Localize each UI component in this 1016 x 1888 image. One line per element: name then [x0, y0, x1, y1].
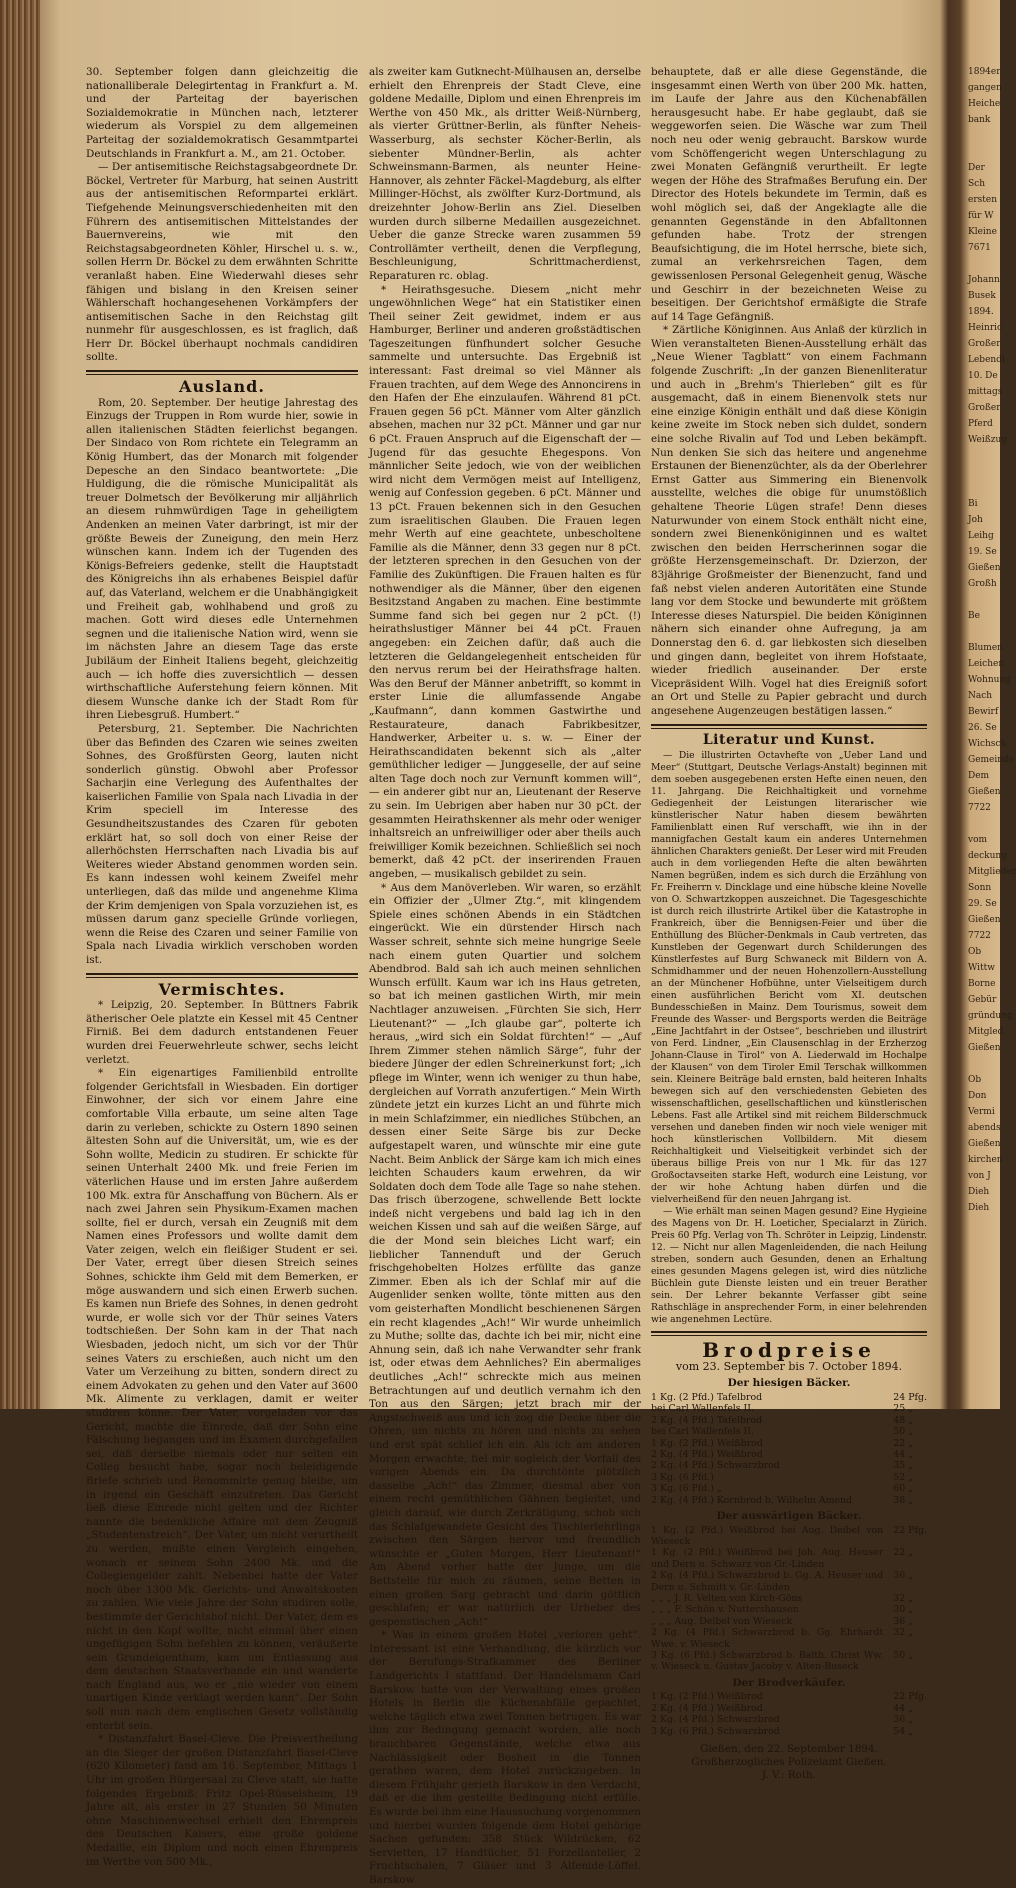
price-row — [651, 1547, 927, 1570]
book-spine — [0, 0, 40, 1409]
price-unit: „ — [908, 1426, 914, 1438]
price-unit: „ — [908, 1547, 914, 1559]
facing-page-fragment: Sonn — [968, 883, 992, 893]
article-paragraph: * Ein eigenartiges Familienbild entrollte folgender Gerichtsfall in Wiesbaden. Ein dortiger Einwohner, der sich vor einem Jahre eine comfortable Villa erbaute, um seine alten Tage darin zu verleben, schickte zu Ostern 1890 seinen ältesten Sohn auf die Universität, um, wie es der Sohn wollte, Medicin zu studiren. Er schickte für seinen Unterhalt 2400 Mk. und freie Ferien im väterlichen Hause und im ersten Jahre außerdem 100 Mk. extra für Anschaffung von Büchern. Als er nach zwei Jahren sein Physikum-Examen machen sollte, fiel er durch, versah ein Zeugniß mit dem Namen eines Professors und wollte damit dem Vater zeigen, welch ein fleißiger Student er sei. Der Vater, erregt über diesen Streich seines Sohnes, schickte ihm Geld mit dem Bemerken, er möge auswandern und sich einen Erwerb suchen. Es kamen nun Briefe des Sohnes, in denen gedroht wurde, er wolle sich vor der Thür seines Vaters todtschießen. Der Sohn kam in der That nach Wiesbaden, jedoch nicht, um sich vor der Thür seines Vaters zu erschießen, auch nicht um den Vater um Verzeihung zu bitten, sondern direct zu einem Advokaten zu gehen und den Vater auf 3600 Mk. Alimente zu verklagen, damit er weiter studiren könne. Der Vater, vorgeladen vor das Gericht, machte die Einrede, daß der Sohn eine Fälschung begangen und im Examen durchgefallen sei, daß derselbe niemals oder nur selten ein Colleg besucht habe, sogar noch beleidigende Briefe schrieb und Renommirte genug bleibe, um in irgend ein Geschäft einzutreten. Das Gericht ließ diese Einrede nicht gelten und der Richter nannte die bedenkliche Affaire mit dem Zeugniß „Studentenstreich“. Der Vater, um nicht verurtheilt zu werden, mußte einen Vergleich eingehen, wonach er seinem Sohn 2400 Mk. und die Collegiengelder zahlt. Nebenbei hatte der Vater noch über 1300 Mk. Gerichts- und Anwaltskosten zu zahlen. Wie viele Jahre der Sohn studiren solle, bestimmte der Gerichtshof nicht. Der Vater, dem es nicht in den Kopf wollte, nicht einmal über einen ungefügigen Sohn befehlen zu können, veräußerte sein Grundeigenthum, kam um Entlassung aus dem deutschen Staatsverbande ein und wanderte nach England aus, wo er „nie wieder von einem unartigen Kinde verklagt werden kann“. Der Sohn soll nun nach dem englischen Gesetz vollständig enterbt sein. — [86, 1067, 358, 1732]
article-paragraph: — Die illustrirten Octavhefte von „Ueber Land und Meer“ (Stuttgart, Deutsche Verlags-Anstalt) beginnen mit dem soeben ausgegebenen ersten Hefte einen neuen, den 11. Jahrgang. Die Reichhaltigkeit und vornehme Gediegenheit der Leistungen literarischer wie künstlerischer Natur haben diesem bewährten Familienblatt einen Ruf verschafft, wie ihn in der mannigfachen Gestalt kaum ein anderes Unternehmen ähnlichen Charakters genießt. Der Leser wird mit Freuden auch in dem vorliegenden Hefte die alten bewährten Namen begrüßen, indem es sich durch die Erzählung von Fr. Freiherrn v. Dincklage und eine hübsche kleine Novelle von O. Schwartzkoppen auszeichnet. Die Tagesgeschichte ist durch reich illustrirte Artikel über die Katastrophe in Frankreich, über die Bennigsen-Feier und über die Enthüllung des Blücher-Denkmals in Caub vertreten, das Kunstleben der Gegenwart durch Schilderungen des Künstlerfestes auf Burg Schwaneck mit Bildern von A. Schmidhammer und der neuen Hohenzollern-Ausstellung an der Münchener Hofbühne, unter Vielseitigem durch einen ausführlichen Bericht vom XI. deutschen Bundesschießen in Mainz. Dem Tourismus, soweit dem Freunde des Wasser- und Bergsports werden die Beiträge „Eine Jachtfahrt in der Ostsee“, beschrieben und illustrirt von Ferd. Lindner, „Ein Clausenschlag in der Erzherzog Johann-Clause in Tirol“ von A. Liederwald im Hochalpe der Klausen“ von dem Tiroler Emil Terschak willkommen sein. Kleinere Beiträge bald ernsten, bald heiteren Inhalts bewegen sich auf den verschiedensten Gebieten des wissenschaftlichen, gesellschaftlichen und künstlerischen Lebens. Fast alle Artikel sind mit reichem Bilderschmuck versehen und daneben finden wir noch viele weniger mit hoch künstlerischen Vollbildern. Mit diesem Reichhaltigkeit und Vielseitigkeit verbindet sich der überaus billige Preis von nur 1 Mk. für das 127 Großoctavseiten starke Heft, wodurch eine Leistung, vor der wir hohe Achtung haben dürfen und die vielverheißend für den neuen Jahrgang ist. — [651, 750, 927, 1206]
price-item: 1 Kg. (2 Pfd.) Weißbrod — [651, 1437, 763, 1449]
price-row — [651, 1593, 927, 1604]
price-row — [651, 1691, 927, 1702]
price-price: 36 — [893, 1570, 906, 1582]
price-item: 2 Kg. (4 Pfd.) Kornbrod b. Wilhelm Amend — [651, 1494, 853, 1506]
column-3 — [651, 66, 927, 1782]
facing-page-fragment: Wichsch — [968, 739, 1007, 749]
price-item: 3 Kg. (6 Pfd.) Schwarzbrod — [651, 1725, 780, 1737]
price-unit: „ — [908, 1494, 914, 1506]
article-paragraph: 30. September folgen dann gleichzeitig die nationalliberale Delegirtentag in Frankfurt a. M. und der Parteitag der bayerischen Sozialdemokratie in München nach, letzterer wiederum als Vorspiel zu dem allgemeinen Parteitag der sozialdemokratisch Gesammtpartei Deutschlands in Frankfurt a. M., am 21. October. — [86, 66, 358, 160]
facing-page-fragment: 19. Se — [968, 547, 997, 557]
article-paragraph: * Leipzig, 20. September. In Büttners Fabrik ätherischer Oele platzte ein Kessel mit 45 Centner Firniß. Bei dem dadurch entstandenen Feuer wurden drei Feuerwehrleute schwer, sechs leicht verletzt. — [86, 999, 358, 1066]
facing-page-fragment — [968, 450, 1000, 462]
facing-page-fragment: Busek — [968, 291, 996, 301]
signature-name: J. V.: Roth. — [761, 1769, 816, 1782]
facing-page-fragment: abends — [968, 1123, 1001, 1133]
article-paragraph: — Der antisemitische Reichstagsabgeordnete Dr. Böckel, Vertreter für Marburg, hat seinen Austritt aus der antisemitischen Reformpartei erklärt. Tiefgehende Meinungsverschiedenheiten mit den Führern des antisemitischen Mittelstandes der Bauernvereins, wie mit den Reichstagsabgeordneten Köhler, Hirschel u. s. w., sollen Herrn Dr. Böckel zu dem erwähnten Schritte veranlaßt haben. Eine Wiederwahl dieses sehr fähigen und bislang in den Kreisen seiner Wählerschaft hochangesehenen Vorkämpfers der antisemitischen Sache in den Reichstag gilt nunmehr für ausgeschlossen, es ist fraglich, daß Herr Dr. Böckel überhaupt nochmals candidiren sollte. — [86, 161, 358, 364]
facing-page-fragment: Sch — [968, 179, 986, 189]
price-unit: „ — [908, 1714, 914, 1726]
price-price: 50 — [893, 1426, 906, 1438]
facing-page-fragment: Gießen — [968, 1139, 1001, 1149]
price-row — [651, 1438, 927, 1449]
price-price: 44 — [893, 1702, 906, 1714]
facing-page-fragment — [968, 146, 1000, 158]
price-item: 3 Kg. (6 Pfd.) — [651, 1471, 714, 1483]
price-unit: Pfg. — [908, 1691, 927, 1703]
price-row — [651, 1460, 927, 1471]
price-unit: „ — [908, 1615, 914, 1627]
facing-page-fragment: Joh — [968, 515, 983, 525]
price-unit: „ — [908, 1725, 914, 1737]
price-item: 1 Kg. (2 Pfd.) Weißbrod bei Aug. Deibel von Wieseck — [651, 1524, 884, 1547]
facing-page-fragment: Der — [968, 163, 985, 173]
sellers-heading: Der Brodverkäufer. — [732, 1676, 846, 1689]
price-row — [651, 1714, 927, 1725]
price-unit: „ — [908, 1471, 914, 1483]
article-paragraph: als zweiter kam Gutknecht-Mülhausen an, derselbe erhielt den Ehrenpreis der Stadt Cleve, eine goldene Medaille, Diplom und einen Ehrenpreis im Werthe von 450 Mk., als dritter Weiß-Nürnberg, als vierter Grüttner-Berlin, als fünfter Neheis-Wasserburg, als sechster Köcher-Berlin, als siebenter Mündner-Berlin, als achter Schweinsmann-Barmen, als neunter Heine-Hannover, als zehnter Fäckel-Magdeburg, als elfter Millinger-Höchst, als zwölfter Kurz-Dortmund, als dreizehnter Johow-Berlin ans Ziel. Dieselben wurden durch silberne Medaillen ausgezeichnet. Ueber die ganze Strecke waren zusammen 59 Controllämter vertheilt, denen die Verpflegung, Beschleunigung, Schrittmacherdienst, Reparaturen rc. oblag. — [369, 66, 641, 282]
price-unit: „ — [908, 1570, 914, 1582]
price-row — [651, 1403, 927, 1414]
article-paragraph: * Was in einem großen Hotel „verloren geht“. Interessant ist eine Verhandlung, die kürzlich vor der Berufungs-Strafkammer des Berliner Landgerichts I stattfand. Der Handelsmann Carl Barskow hatte von der Verwaltung eines großen Hotels in Berlin die Küchenabfälle gepachtet, welche täglich etwa zwei Tonnen betrugen. Es war ihm zur Bedingung gemacht worden, alle noch brauchbaren Gegenstände, welche etwa aus Nachlässigkeit oder Bosheit in die Tonnen gerathen waren, dem Hotel zurückzugeben. In diesem Frühjahr gerieth Barskow in den Verdacht, daß er die ihm gestellte Bedingung nicht erfülle. Es wurde bei ihm eine Haussuchung vorgenommen und hierbei wurden folgende dem Hotel gehörige Sachen gefunden: 358 Stück Wildrücken, 62 Servietten, 17 Handtücher, 51 Porzellanteller, 2 Fruchtschalen, 7 Gläser und 3 Alfenide-Löffel. Barskow — [369, 1629, 641, 1886]
price-price: 22 — [893, 1691, 906, 1703]
price-row — [651, 1570, 927, 1593]
price-price: 52 — [893, 1471, 906, 1483]
facing-page-fragment: Vermi — [968, 1107, 995, 1117]
facing-page-fragment: Gießen — [968, 563, 1001, 573]
facing-page-fragment: Dieh — [968, 1203, 990, 1213]
price-price: 54 — [893, 1725, 906, 1737]
facing-page-fragment: 29. Se — [968, 899, 997, 909]
price-item: 2 Kg. (4 Pfd.) Weißbrod — [651, 1702, 763, 1714]
price-row — [651, 1703, 927, 1714]
facing-page-fragment: Dieh — [968, 1187, 990, 1197]
facing-page-fragment — [968, 482, 1000, 494]
price-price: 38 — [893, 1494, 906, 1506]
bakers-outside-heading: Der auswärtigen Bäcker. — [716, 1509, 862, 1522]
price-price: 22 — [893, 1547, 906, 1559]
article-paragraph: — Wie erhält man seinen Magen gesund? Eine Hygieine des Magens von Dr. H. Loeticher, Specialarzt in Zürich. Preis 60 Pfg. Verlag von Th. Schröter in Leipzig, Lindenstr. 12. — Nicht nur allen Magenleidenden, die nach Heilung streben, sondern auch Gesunden, denen an Erhaltung eines gesunden Magens gelegen ist, wird dies nützliche Büchlein gute Dienste leisten und ein treuer Berather sein. Der Lehrer bekannte Verfasser gibt seine Rathschläge in ansprechender Form, in einer belehrenden wie angenehmen Lectüre. — [651, 1206, 927, 1326]
bakers-local-heading: Der hiesigen Bäcker. — [727, 1377, 851, 1390]
facing-page-fragment — [968, 626, 1000, 638]
facing-page-fragment: Gebür — [968, 995, 997, 1005]
facing-page-fragment: 7722 — [968, 931, 991, 941]
price-item: bei Carl Wallenfels II. — [651, 1426, 754, 1438]
article-paragraph: behauptete, daß er alle diese Gegenstände, die insgesammt einen Werth von über 200 Mk. hatten, im Laufe der Jahre aus den Küchenabfällen herausgesucht habe. Er habe geglaubt, daß sie weggeworfen seien. Die Wäsche war zum Theil noch neu oder wenig gebraucht. Barskow wurde vom Schöffengericht wegen Unterschlagung zu zwei Monaten Gefängniß verurtheilt. Er legte wegen der Höhe des Strafmaßes Berufung ein. Der Director des Hotels bekundete im Termin, daß es wohl möglich sei, daß der Angeklagte alle die genannten Gegenstände in den Abfalltonnen gefunden habe. Trotz der strengen Beaufsichtigung, die im Hotel herrsche, biete sich, zumal an verkehrsreichen Tagen, dem gewissenlosen Personal Gelegenheit genug, Wäsche und Geschirr in der bezeichneten Weise zu beseitigen. Der Gerichtshof ermäßigte die Strafe auf 14 Tage Gefängniß. — [651, 66, 927, 323]
article-paragraph: * Aus dem Manöverleben. Wir waren, so erzählt ein Offizier der „Ulmer Ztg.“, mit klingendem Spiele eines schönen Abends in ein Städtchen eingerückt. Wie ein dürstender Hirsch nach Wasser schreit, sehnte sich meine hungrige Seele nach einem guten Quartier und solchem Abendbrod. Bald sah ich auch meinen sehnlichen Wunsch erfüllt. Kaum war ich ins Haus getreten, so bat ich meinen gastlichen Wirth, mir mein Nachtlager anzuweisen. „Fürchten Sie sich, Herr Lieutenant?“ — „Ich glaube gar“, polterte ich heraus, „wird sich ein Soldat fürchten!“ — „Auf Ihrem Zimmer stehen nämlich Särge“, fuhr der biedere Jünger der edlen Schreinerkunst fort; „ich pflege im Winter, wenn ich weniger zu thun habe, dergleichen auf Vorrath anzufertigen.“ Mein Wirth zündete jetzt ein kurzes Licht an und führte mich in mein Schlafzimmer, ein niedliches Stübchen, an dessen einer Seite Särge bis zur Decke aufgestapelt waren, und wünschte mir eine gute Nacht. Beim Anblick der Särge kam ich mich eines leichten Schauders kaum erwehren, da wir Soldaten doch dem Tode alle Tage so nahe stehen. Das frisch überzogene, schwellende Bett lockte indeß nicht vergebens und bald lag ich in den weichen Kissen und sah auf die weißen Särge, auf die der Mond sein bleiches Licht warf; ein lieblicher Tannenduft und der Geruch frischgehobelten Holzes erfüllte das ganze Zimmer. Eben als ich der Schlaf mir auf die Augenlider senken wollte, tönte mitten aus den vom geisterhaften Mondlicht beschienenen Särgen ein recht klagendes „Ach!“ Wir wurde unheimlich zu Muthe; sollte das, dachte ich bei mir, nicht eine Ahnung sein, daß ich nahe Verwandter sehr frank ist, oder etwas dem Aehnliches? Ein abermaliges deutliches „Ach!“ schreckte mich aus meinen Betrachtungen auf und deutlich vernahm ich den Ton aus den Särgen; jetzt brach mir der Angstschweiß aus und ich zog die Decke über die Ohren, um nichts zu hören und nichts zu sehen und erst spät schlief ich ein. Als ich am anderen Morgen erwachte, fiel mir sogleich der Vorfall des vorigen Abends ein. Da durchtönte plötzlich dasselbe „Ach!“ das Zimmer, diesmal aber von einem recht gemüthlichen Gähnen begleitet, und gleich darauf, wie durch Zerkrätigung, schob sich das Schlafgewandete Gesicht des Tischlerlehrlings zwischen den Särgen hervor und freundlich wünschte er „Guten Morgen, Herr Lieutenant!“ Am Abend vorher hatte der Junge, um die Bettstelle für mich zu räumen, seine Betten in einen großen Sarg gebracht und darin göttlich geschlafen; er war natürlich der Urheber des gespenstischen „Ach!“ — [369, 881, 641, 1628]
facing-page-fragment: 10. De — [968, 371, 998, 381]
article-paragraph: Petersburg, 21. September. Die Nachrichten über das Befinden des Czaren wie seines zweiten Sohnes, des Großfürsten Georg, lauten nicht sonderlich günstig. Obwohl aber Professor Sacharjin eine Verlegung des Aufenthaltes der kaiserlichen Familie von Spala nach Livadia in der Krim speciell im Interesse des Gesundheitszustandes des Czaren für geboten erklärt hat, so soll doch von einer Reise der allerhöchsten Herrschaften nach Livadia bis auf Weiteres wieder Abstand genommen worden sein. Es kann indessen wohl keinem Zweifel mehr unterliegen, daß das milde und angenehme Klima der Krim demjenigen von Spala vorzuziehen ist, es müssen darum ganz specielle Gründe vorliegen, wenn die Reise des Czaren und seiner Familie von Spala nach Livadia wirklich verschoben worden ist. — [86, 722, 358, 966]
section-rule — [86, 973, 358, 978]
article-paragraph: * Zärtliche Königinnen. Aus Anlaß der kürzlich in Wien veranstalteten Bienen-Ausstellung erhält das „Neue Wiener Tagblatt“ von einem Fachmann folgende Zuschrift: „In der ganzen Bienenliteratur und auch in „Brehm's Thierleben“ gilt es für ausgemacht, daß in einem Bienenvolk stets nur eine einzige Königin enthält und daß diese Königin keine zweite im Stock neben sich duldet, sondern eine solche Rivalin auf Tod und Leben bekämpft. Nun denken Sie sich das heitere und angenehme Erstaunen der Bienenzüchter, als da der Oberlehrer Ernst Gatter aus Simmering ein Bienenvolk ausstellte, welches die obige für unumstößlich gehaltene Theorie Lügen strafe! Denn dieses Naturwunder von einem Stock enthält nicht eine, sondern zwei Bienenköniginnen und es waltet zwischen den beiden Herrscherinnen sogar die größte Herzensgemeinschaft. Dr. Dzierzon, der 83jährige Großmeister der Bienenzucht, fand und faß nebst vielen anderen Autoritäten eine Stunde lang vor dem Stocke und bewunderte mit größtem Interesse dieses Naturspiel. Die beiden Königinnen nähern sich einander ohne Aufregung, ja am Donnerstag den 6. d. gar liebkosten sich dieselben und gingen dann, begleitet von ihrem Hofstaate, wieder friedlich auseinander. Der erste Vicepräsident Wilh. Vogel hat dies Ereigniß sofort an Ort und Stelle zu Papier gebracht und durch angesehene Augenzeugen bestätigen lassen.“ — [651, 324, 927, 717]
facing-page-fragment: Großh — [968, 579, 997, 589]
price-price: 48 — [893, 1414, 906, 1426]
facing-page-fragment: Weißzug — [968, 435, 1008, 445]
price-item: 1 Kg. (2 Pfd.) Weißbrod bei Joh. Aug. Heuser und Dern u. Schwarz von Gr.-Linden — [651, 1547, 884, 1570]
section-rule — [651, 724, 927, 729]
price-row — [651, 1650, 927, 1673]
facing-page-fragment — [968, 130, 1000, 142]
price-price: 36 — [893, 1714, 906, 1726]
facing-page-fragment: 1894. — [968, 307, 994, 317]
article-paragraph: * Heirathsgesuche. Diesem „nicht mehr ungewöhnlichen Wege“ hat ein Statistiker einen Theil seiner Zeit gewidmet, indem er aus Hamburger, Berliner und anderen großstädtischen Tageszeitungen fünfhundert solcher Gesuche sammelte und untersuchte. Das Ergebniß ist interessant: Fast dreimal so viel Männer als Frauen trachten, auf dem Wege des Annoncirens in den Hafen der Ehe einzulaufen. Während 81 pCt. Frauen gegen 56 pCt. Männer vom Alter gänzlich absehen, machen nur 32 pCt. Männer und gar nur 6 pCt. Frauen Anspruch auf die Eigenschaft der — Jugend für das gesuchte Ehegespons. Von männlicher Seite jedoch, wie von der weiblichen wird nicht dem Vermögen meist auf Intelligenz, wenig auf Confession gegeben. 6 pCt. Männer und 13 pCt. Frauen bekennen sich in den Gesuchen zum israelitischen Glauben. Die Frauen legen mehr Werth auf eine geachtete, unbescholtene Familie als die Männer, denn 33 gegen nur 8 pCt. der letzteren sprechen in den Gesuchen von der Familie des Zukünftigen. Die Frauen halten es für nothwendiger als die Männer, über den eigenen Besitzstand Angaben zu machen. Eine bestimmte Summe fand sich bei gegen nur 2 pCt. (!) heirathslustiger Männer bei 44 pCt. Frauen angegeben: ein Zeichen dafür, daß auch die letzteren die Geldangelegenheit entscheiden für den nervus rerum bei der Heirathsfrage halten. Was den Beruf der Männer anbetrifft, so kommt in erster Linie die allumfassende Angabe „Kaufmann“, dann kommen Gastwirthe und Restaurateure, danach Fabrikbesitzer, Handwerker, Arbeiter u. s. w. — Einer der Heirathscandidaten bekennt sich als „alter gemüthlicher lediger — Junggeselle, der auf seine alten Tage doch noch zur Vernunft kommen will“, — ein anderer gibt nur an, Lieutenant der Reserve zu sein. Im Uebrigen aber haben nur 30 pCt. der gesammten Heirathskenner als mehr oder weniger inhaltsreich an unfreiwilliger oder aber theils auch freiwilliger Komik bezeichnen. Schließlich sei noch bemerkt, daß 42 pCt. der inserirenden Frauen angeben, — musikalisch gebildet zu sein. — [369, 283, 641, 881]
price-price: 50 — [893, 1650, 906, 1661]
facing-page-fragment: mittags — [968, 387, 1003, 397]
section-heading-ausland: Ausland. — [179, 377, 265, 397]
facing-page-fragment — [968, 258, 1000, 270]
facing-page-fragment: Pferd — [968, 419, 993, 429]
facing-page-fragment: Heiche — [968, 99, 1001, 109]
facing-page-fragment: Gemeinde — [968, 755, 1015, 765]
price-row — [651, 1392, 927, 1403]
facing-page-fragment: Kleine — [968, 227, 997, 237]
facing-page-fragment: Leichen — [968, 659, 1005, 669]
section-heading-vermischtes: Vermischtes. — [158, 979, 286, 999]
price-item: 2 Kg. (4 Pfd.) Weißbrod — [651, 1448, 763, 1460]
facing-page-fragment: Borne — [968, 979, 996, 989]
column-1 — [86, 66, 358, 1868]
facing-page-fragment: Blumen — [968, 643, 1003, 653]
facing-page-fragment: 26. Se — [968, 723, 997, 733]
facing-page-fragment: Wohnung — [968, 675, 1012, 685]
facing-page-fragment: Bi — [968, 499, 978, 509]
price-item: 2 Kg. (4 Pfd.) Schwarzbrod b. Gg. Ehrhardt Wwe. v. Wieseck — [651, 1627, 884, 1650]
facing-page-fragment: Heinric — [968, 323, 1003, 333]
price-row — [651, 1616, 927, 1627]
price-price: 44 — [893, 1448, 906, 1460]
price-unit: „ — [908, 1702, 914, 1714]
facing-page-fragment: Leihg — [968, 531, 994, 541]
section-heading-literatur: Literatur und Kunst. — [702, 731, 876, 748]
price-item: bei Carl Wallenfels II. — [651, 1403, 754, 1415]
price-item: 3 Kg. (6 Pfd.) Schwarzbrod b. Balth. Christ Ww. v. Wieseck u. Gustav Jacoby v. Alten-Buseck — [651, 1650, 884, 1673]
facing-page-fragment: kirchen — [968, 1155, 1003, 1165]
signature-date: Gießen, den 22. September 1894. — [700, 1743, 878, 1756]
facing-page-fragment: Gießen — [968, 915, 1001, 925]
facing-page-fragment: Nach — [968, 691, 993, 701]
facing-page-fragment — [968, 1058, 1000, 1070]
price-price: 35 — [893, 1460, 906, 1472]
price-price: 22 — [893, 1437, 906, 1449]
facing-page-fragments — [968, 66, 1016, 1386]
price-row — [651, 1426, 927, 1437]
price-unit: Pfg. — [908, 1524, 927, 1536]
facing-page-fragment: für W — [968, 211, 994, 221]
facing-page-fragment — [968, 466, 1000, 478]
price-table-local — [651, 1392, 927, 1506]
price-price: 22 — [893, 1524, 906, 1536]
facing-page-fragment: Lebendi — [968, 355, 1005, 365]
facing-page-fragment: bank — [968, 115, 991, 125]
price-unit: „ — [908, 1627, 914, 1639]
price-table-outside — [651, 1525, 927, 1673]
price-item: 2 Kg. (4 Pfd.) Schwarzbrod b. Gg. A. Heuser und Dern u. Schmitt v. Gr.-Linden — [651, 1570, 884, 1593]
price-price: 30 — [893, 1604, 906, 1616]
price-item: 2 Kg. (4 Pfd.) Schwarzbrod — [651, 1460, 780, 1472]
price-row — [651, 1627, 927, 1650]
column-2 — [369, 66, 641, 1886]
price-unit: „ — [908, 1650, 914, 1661]
facing-page-fragment: 1894er — [968, 67, 1001, 77]
facing-page-fragment: Großer — [968, 339, 1001, 349]
signature-block — [651, 1743, 927, 1782]
section-rule — [651, 1331, 927, 1336]
price-row — [651, 1525, 927, 1548]
price-price: 32 — [893, 1627, 906, 1639]
facing-page-fragment — [968, 594, 1000, 606]
facing-page-fragment: Wittw — [968, 963, 995, 973]
price-row — [651, 1472, 927, 1483]
facing-page-fragment: gründung — [968, 1011, 1013, 1021]
price-item: 3 Kg. (6 Pfd.) „ — [651, 1483, 722, 1495]
price-item: „ „ „ F. Schön v. Nuttershausen — [651, 1604, 799, 1616]
price-unit: Pfg. — [908, 1391, 927, 1403]
facing-page-fragment: Ob — [968, 947, 982, 957]
facing-page-fragment: Gießen — [968, 1043, 1001, 1053]
price-unit: „ — [908, 1592, 914, 1604]
facing-page-fragment: von J — [968, 1171, 991, 1181]
facing-page-fragment: vom — [968, 835, 988, 845]
facing-page-fragment: Großer — [968, 403, 1001, 413]
price-unit: „ — [908, 1460, 914, 1472]
facing-page-fragment: Bewirf — [968, 707, 999, 717]
price-price: 36 — [893, 1615, 906, 1627]
price-item: 2 Kg. (4 Pfd.) Schwarzbrod — [651, 1714, 780, 1726]
price-item: „ „ „ J. R. Velten von Kirch-Göns — [651, 1592, 803, 1604]
facing-page-fragment: deckung — [968, 851, 1007, 861]
facing-page-fragment: Be — [968, 611, 980, 621]
facing-page-fragment: Don — [968, 1091, 987, 1101]
price-row — [651, 1415, 927, 1426]
price-row — [651, 1449, 927, 1460]
facing-page-fragment: Gießen — [968, 787, 1001, 797]
article-paragraph: Rom, 20. September. Der heutige Jahrestag des Einzugs der Truppen in Rom wurde hier, sowie in allen italienischen Städten feierlichst begangen. Der Sindaco von Rom richtete ein Telegramm an König Humbert, das der Monarch mit folgender Depesche an den Sindaco beantwortete: „Die Huldigung, die die römische Municipalität als treuer Dolmetsch der Bevölkerung mir alljährlich an diesem ruhmwürdigen Tage in geheiligtem Andenken an meinen Vater darbringt, ist mir der größte Beweis der Zuneigung, den mein Herz wünschen kann. Indem ich der Tugenden des Königs-Befreiers gedenke, stellt die Hauptstadt des Königreichs ihn als erhabenes Beispiel dafür auf, das Vaterland, welchem er die Unabhängigkeit und Freiheit gab, wohlhabend und groß zu machen. Gott wird dieses edle Unternehmen segnen und die italienische Nation wird, wenn sie im nächsten Jahre an diesem Tage das erste Jubiläum der Einheit Italiens begeht, gleichzeitig auch — ich hoffe dies zuversichtlich — dessen wirthschaftliche Auferstehung feiern können. Mit diesem Wunsche danke ich der Stadt Rom für ihren Liebesgruß. Humbert.“ — [86, 396, 358, 722]
price-unit: „ — [908, 1483, 914, 1495]
price-unit: „ — [908, 1604, 914, 1616]
facing-page-fragment — [968, 818, 1000, 830]
facing-page-fragment: ersten — [968, 195, 997, 205]
brodpreise-title: Brodpreise — [702, 1338, 876, 1363]
price-price: 32 — [893, 1592, 906, 1604]
price-row — [651, 1604, 927, 1615]
price-row — [651, 1483, 927, 1494]
price-item: 1 Kg. (2 Pfd.) Weißbrod — [651, 1691, 763, 1703]
price-price: 25 — [893, 1403, 906, 1415]
section-rule — [86, 370, 358, 375]
price-table-sellers — [651, 1691, 927, 1737]
price-unit: „ — [908, 1403, 914, 1415]
facing-page-fragment: Dem — [968, 771, 990, 781]
price-item: „ „ „ Aug. Deibel von Wieseck — [651, 1615, 793, 1627]
price-unit: „ — [908, 1437, 914, 1449]
article-paragraph: * Distanzfahrt Basel-Cleve. Die Preisvertheilung an die Sieger der großen Distanzfahrt Basel-Cleve (620 Kilometer) fand am 16. September, Mittags 1 Uhr im großen Bürgersaal zu Cleve statt, sie hatte folgendes Ergebniß: Fritz Opel-Rüsselsheim, 19 Jahre alt, als erster in 27 Stunden 50 Minuten ohne Maschinenwechsel erhielt den Ehrenpreis des Deutschen Kaisers, eine große goldene Medaille, ein Diplom und noch einen Ehrenpreis im Werthe von 500 Mk., — [86, 1733, 358, 1868]
price-unit: „ — [908, 1414, 914, 1426]
facing-page-fragment: Johann — [968, 275, 1000, 285]
price-row — [651, 1495, 927, 1506]
facing-page-fragment: gangen — [968, 83, 1002, 93]
brodpreise-date: vom 23. September bis 7. October 1894. — [675, 1359, 903, 1373]
facing-page-fragment: Mitglieder — [968, 867, 1016, 877]
price-row — [651, 1726, 927, 1737]
price-price: 60 — [893, 1483, 906, 1495]
facing-page-fragment: Ob — [968, 1075, 982, 1085]
price-item: 2 Kg. (4 Pfd.) Tafelbrod — [651, 1414, 763, 1426]
facing-page-fragment: 7722 — [968, 803, 991, 813]
price-item: 1 Kg. (2 Pfd.) Tafelbrod — [651, 1391, 763, 1403]
signature-office: Großherzogliches Polizeiamt Gießen. — [691, 1756, 887, 1769]
price-price: 24 — [893, 1391, 906, 1403]
facing-page-fragment: Mitgled — [968, 1027, 1004, 1037]
facing-page-fragment: 7671 — [968, 243, 991, 253]
price-unit: „ — [908, 1448, 914, 1460]
